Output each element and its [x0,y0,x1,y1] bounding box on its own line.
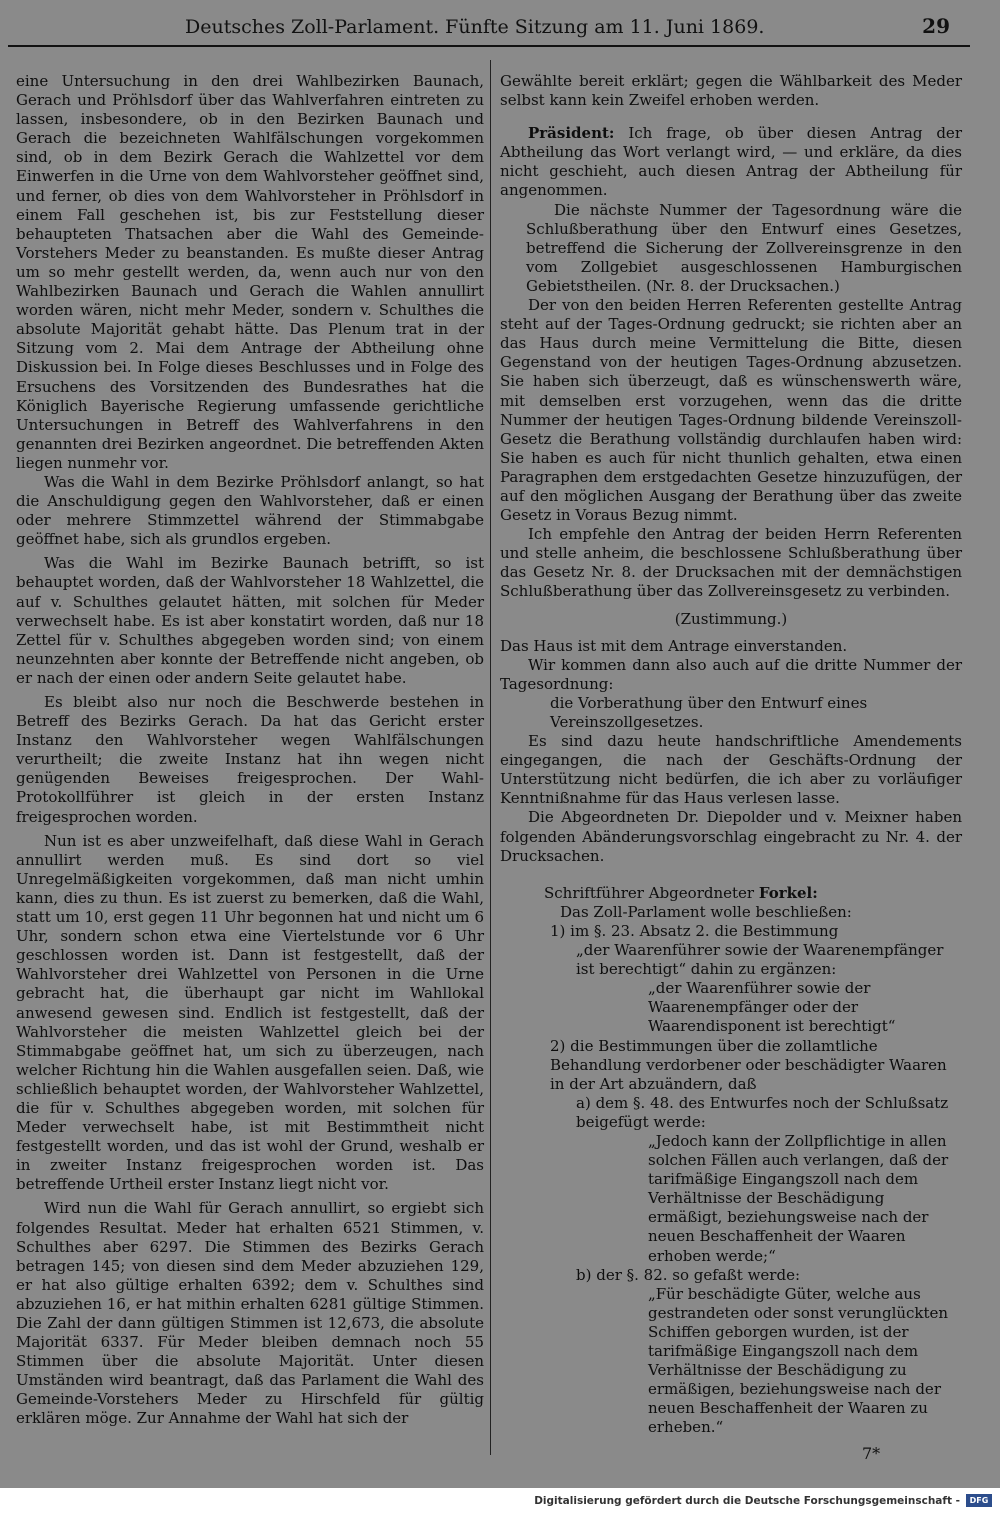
left-paragraph: Es bleibt also nur noch die Beschwerde bestehen in Betreff des Bezirks Gerach. Da hat das Gericht erster Instanz den Wahlvorsteher wegen Wahlfälschungen verurtheilt; die zweite Instanz hat ihn wegen nicht genügenden Beweises freigesprochen. Der Wahl-Protokollführer ist gleich in der ersten Instanz freigesprochen worden. [16,693,484,826]
amendment-quote: „Jedoch kann der Zollpflichtige in allen solchen Fällen auch verlangen, daß der tarifmäßige Eingangszoll nach dem Verhältnisse der Beschädigung ermäßigt, beziehungsweise nach der neuen Beschaffenheit der Waaren erhoben werde;“ [648,1131,949,1265]
agenda-paragraph: Die nächste Nummer der Tagesordnung wäre die Schlußberathung über den Entwurf eines Gesetzes, betreffend die Sicherung der Zollvereinsgrenze in den vom Zollgebiet ausgeschlossenen Hamburgischen Gebietstheilen. (Nr. 8. der Drucksachen.) [526,200,962,295]
amendment-quote: „der Waarenführer sowie der Waarenempfänger oder der Waarendisponent ist berechtigt“ [648,979,896,1036]
president-speech: Ich frage, ob über diesen Antrag der Abtheilung das Wort verlangt wird, — und erkläre, da dies nicht geschieht, auch diesen Antrag der Abtheilung für angenommen. [500,124,962,200]
left-paragraph: Wird nun die Wahl für Gerach annullirt, so ergiebt sich folgendes Resultat. Meder hat erhalten 6521 Stimmen, v. Schulthes aber 6297. Die Stimmen des Bezirks Gerach betragen 145; von diesen sind dem Meder abzuziehen 129, er hat also gültige erhalten 6392; dem v. Schulthes sind abzuziehen 16, er hat mithin erhalten 6281 gültige Stimmen. Die Zahl der dann gültigen Stimmen ist 12,673, die absolute Majorität 6337. Für Meder bleiben demnach noch 55 Stimmen über die absolute Majorität. Unter diesen Umständen wird beantragt, daß das Parlament die Wahl des Gemeinde-Vorstehers Meder zu Hirschfeld für gültig erklären möge. Zur Annahme der Wahl hat sich der [16,1199,484,1428]
speaker-label: Präsident: [528,124,615,143]
secretary-name: Forkel: [758,883,818,902]
right-paragraph: Der von den beiden Herren Referenten gestellte Antrag steht auf der Tages-Ordnung gedruckt; sie richten aber an das Haus durch meine Vermittelung die Bitte, diesen Gegenstand von der heutigen Tages-Ordnung abzusetzen. Sie haben sich überzeugt, daß es wünschenswerth wäre, mit demselben erst vorzugehen, wenn das die dritte Nummer der heutigen Tages-Ordnung bildende Vereinszoll-Gesetz die Berathung vollständig durchlaufen haben wird: Sie haben es auch für nicht thunlich gehalten, etwa einen Paragraphen dem erstgedachten Gesetze hinzuzufügen, der auf den möglichen Ausgang der Berathung über das zweite Gesetz in Voraus Bezug nimmt. [500,296,962,525]
amendment-quote: „der Waarenführer sowie der Waarenempfänger ist berechtigt“ dahin zu ergänzen: [576,941,944,979]
right-column [500,72,962,1437]
right-paragraph: Ich empfehle den Antrag der beiden Herrn Referenten und stelle anheim, die beschlossene Schlußberathung über das Gesetz Nr. 8. der Drucksachen mit der demnächstigen Schlußberathung über das Zollvereinsgesetz zu verbinden. [500,525,962,601]
secretary-line [544,884,962,903]
page-number: 29 [922,14,950,38]
header-rule [8,45,970,47]
header-title: Deutsches Zoll-Parlament. Fünfte Sitzung am 11. Juni 1869. [185,16,765,38]
amendment-item: 2) die Bestimmungen über die zollamtliche Behandlung verdorbener oder beschädigter Waaren in der Art abzuändern, daß [550,1036,947,1093]
amendment-subitem: a) dem §. 48. des Entwurfes noch der Schlußsatz beigefügt werde: [576,1093,949,1131]
left-paragraph: Was die Wahl in dem Bezirke Pröhlsdorf anlangt, so hat die Anschuldigung gegen den Wahlvorsteher, daß er einen oder mehrere Stimmzettel während der Stimmabgabe geöffnet habe, sich als grundlos ergeben. [16,472,484,549]
right-paragraph: Wir kommen dann also auch auf die dritte Nummer der Tagesordnung: [500,655,962,693]
amendment-item: 1) im §. 23. Absatz 2. die Bestimmung [550,921,839,940]
right-paragraph: Die Abgeordneten Dr. Diepolder und v. Meixner haben folgenden Abänderungsvorschlag eingebracht zu Nr. 4. der Drucksachen. [500,808,962,865]
right-paragraph: Das Haus ist mit dem Antrage einverstanden. [500,636,848,655]
left-paragraph: Nun ist es aber unzweifelhaft, daß diese Wahl in Gerach annullirt werden muß. Es sind dort so viel Unregelmäßigkeiten vorgekommen, daß man nicht umhin kann, dies zu thun. Es ist zuerst zu bemerken, daß die Wahl, statt um 10, erst gegen 11 Uhr begonnen hat und nicht um 6 Uhr, sondern schon etwa eine Viertelstunde vor 6 Uhr geschlossen worden ist. Dann ist festgestellt, daß der Wahlvorsteher drei Wahlzettel von Personen in die Urne gebracht hat, die überhaupt gar nicht im Wahllokal anwesend gewesen sind. Endlich ist festgestellt, daß der Wahlvorsteher die meisten Wahlzettel gleich bei der Stimmabgabe geöffnet hat, um sich zu überzeugen, nach welcher Richtung hin die Wahlen ausgefallen seien. Daß, wie schließlich behauptet worden, der Wahlvorsteher Wahlzettel, die für v. Schulthes abgegeben worden, mit solchen für Meder verwechselt habe, ist mit Bestimmtheit nicht festgestellt worden, und das ist wohl der Grund, weshalb er in zweiter Instanz freigesprochen worden ist. Das betreffende Urtheil erster Instanz liegt nicht vor. [16,831,484,1194]
right-paragraph: Es sind dazu heute handschriftliche Amendements eingegangen, die nach der Geschäfts-Ordnung der Unterstützung nicht bedürfen, die ich aber zu vorläufiger Kenntnißnahme für das Haus verlesen lasse. [500,732,962,808]
left-paragraph: eine Untersuchung in den drei Wahlbezirken Baunach, Gerach und Pröhlsdorf über das Wahlverfahren eintreten zu lassen, insbesondere, ob in den Bezirken Baunach und Gerach die bezeichneten Wahlfälschungen vorgekommen sind, ob in dem Bezirk Gerach die Wahlzettel vor dem Einwerfen in die Urne von dem Wahlvorsteher geöffnet sind, und ferner, ob dies von dem Wahlvorsteher in Pröhlsdorf in einem Fall geschehen ist, bis zur Feststellung dieser behaupteten Thatsachen aber die Wahl des Gemeinde-Vorstehers Meder zu beanstanden. Es mußte dieser Antrag um so mehr gestellt werden, da, wenn auch nur von den Wahlbezirken Baunach und Gerach die Wahlen annullirt worden wären, nicht mehr Meder, sondern v. Schulthes die absolute Majorität gehabt hätte. Das Plenum trat in der Sitzung vom 2. Mai dem Antrage der Abtheilung ohne Diskussion bei. In Folge dieses Beschlusses und in Folge des Ersuchens des Vorsitzenden des Bundesrathes hat die Königlich Bayerische Regierung umfassende gerichtliche Untersuchungen in Betreff des Wahlverfahrens in den genannten drei Bezirken angeordnet. Die betreffenden Akten liegen nunmehr vor. [16,72,484,472]
left-paragraph: Was die Wahl im Bezirke Baunach betrifft, so ist behauptet worden, daß der Wahlvorsteher 18 Wahlzettel, die auf v. Schulthes gelautet hätten, mit solchen für Meder verwechselt habe. Es ist aber konstatirt worden, daß nur 18 Zettel für v. Schulthes abgegeben worden sind; von einem neunzehnten aber konnte der Betreffende nicht angeben, ob er nach der einen oder andern Seite gelautet habe. [16,554,484,687]
funding-note: Digitalisierung gefördert durch die Deutsche Forschungsgemeinschaft - [534,1495,960,1507]
motion-intro: Das Zoll-Parlament wolle beschließen: [560,902,852,921]
signature-mark: 7* [862,1444,881,1463]
secretary-label: Schriftführer Abgeordneter [544,883,755,902]
footer-bar [0,1488,1000,1513]
agenda-item: die Vorberathung über den Entwurf eines Vereinszollgesetzes. [550,693,868,731]
president-paragraph [500,124,962,200]
amendment-subitem: b) der §. 82. so gefaßt werde: [576,1265,801,1284]
dfg-logo: DFG [966,1494,992,1507]
column-divider [490,60,491,1455]
assent-note: (Zustimmung.) [674,609,788,628]
left-column [16,72,484,1429]
running-header [185,14,970,44]
amendment-quote: „Für beschädigte Güter, welche aus gestrandeten oder sonst verunglückten Schiffen geborgen wurden, ist der tarifmäßige Eingangszoll nach dem Verhältnisse der Beschädigung zu ermäßigen, beziehungsweise nach der neuen Beschaffenheit der Waaren zu erheben.“ [648,1284,949,1437]
right-paragraph: Gewählte bereit erklärt; gegen die Wählbarkeit des Meder selbst kann kein Zweifel erhoben werden. [500,72,962,110]
